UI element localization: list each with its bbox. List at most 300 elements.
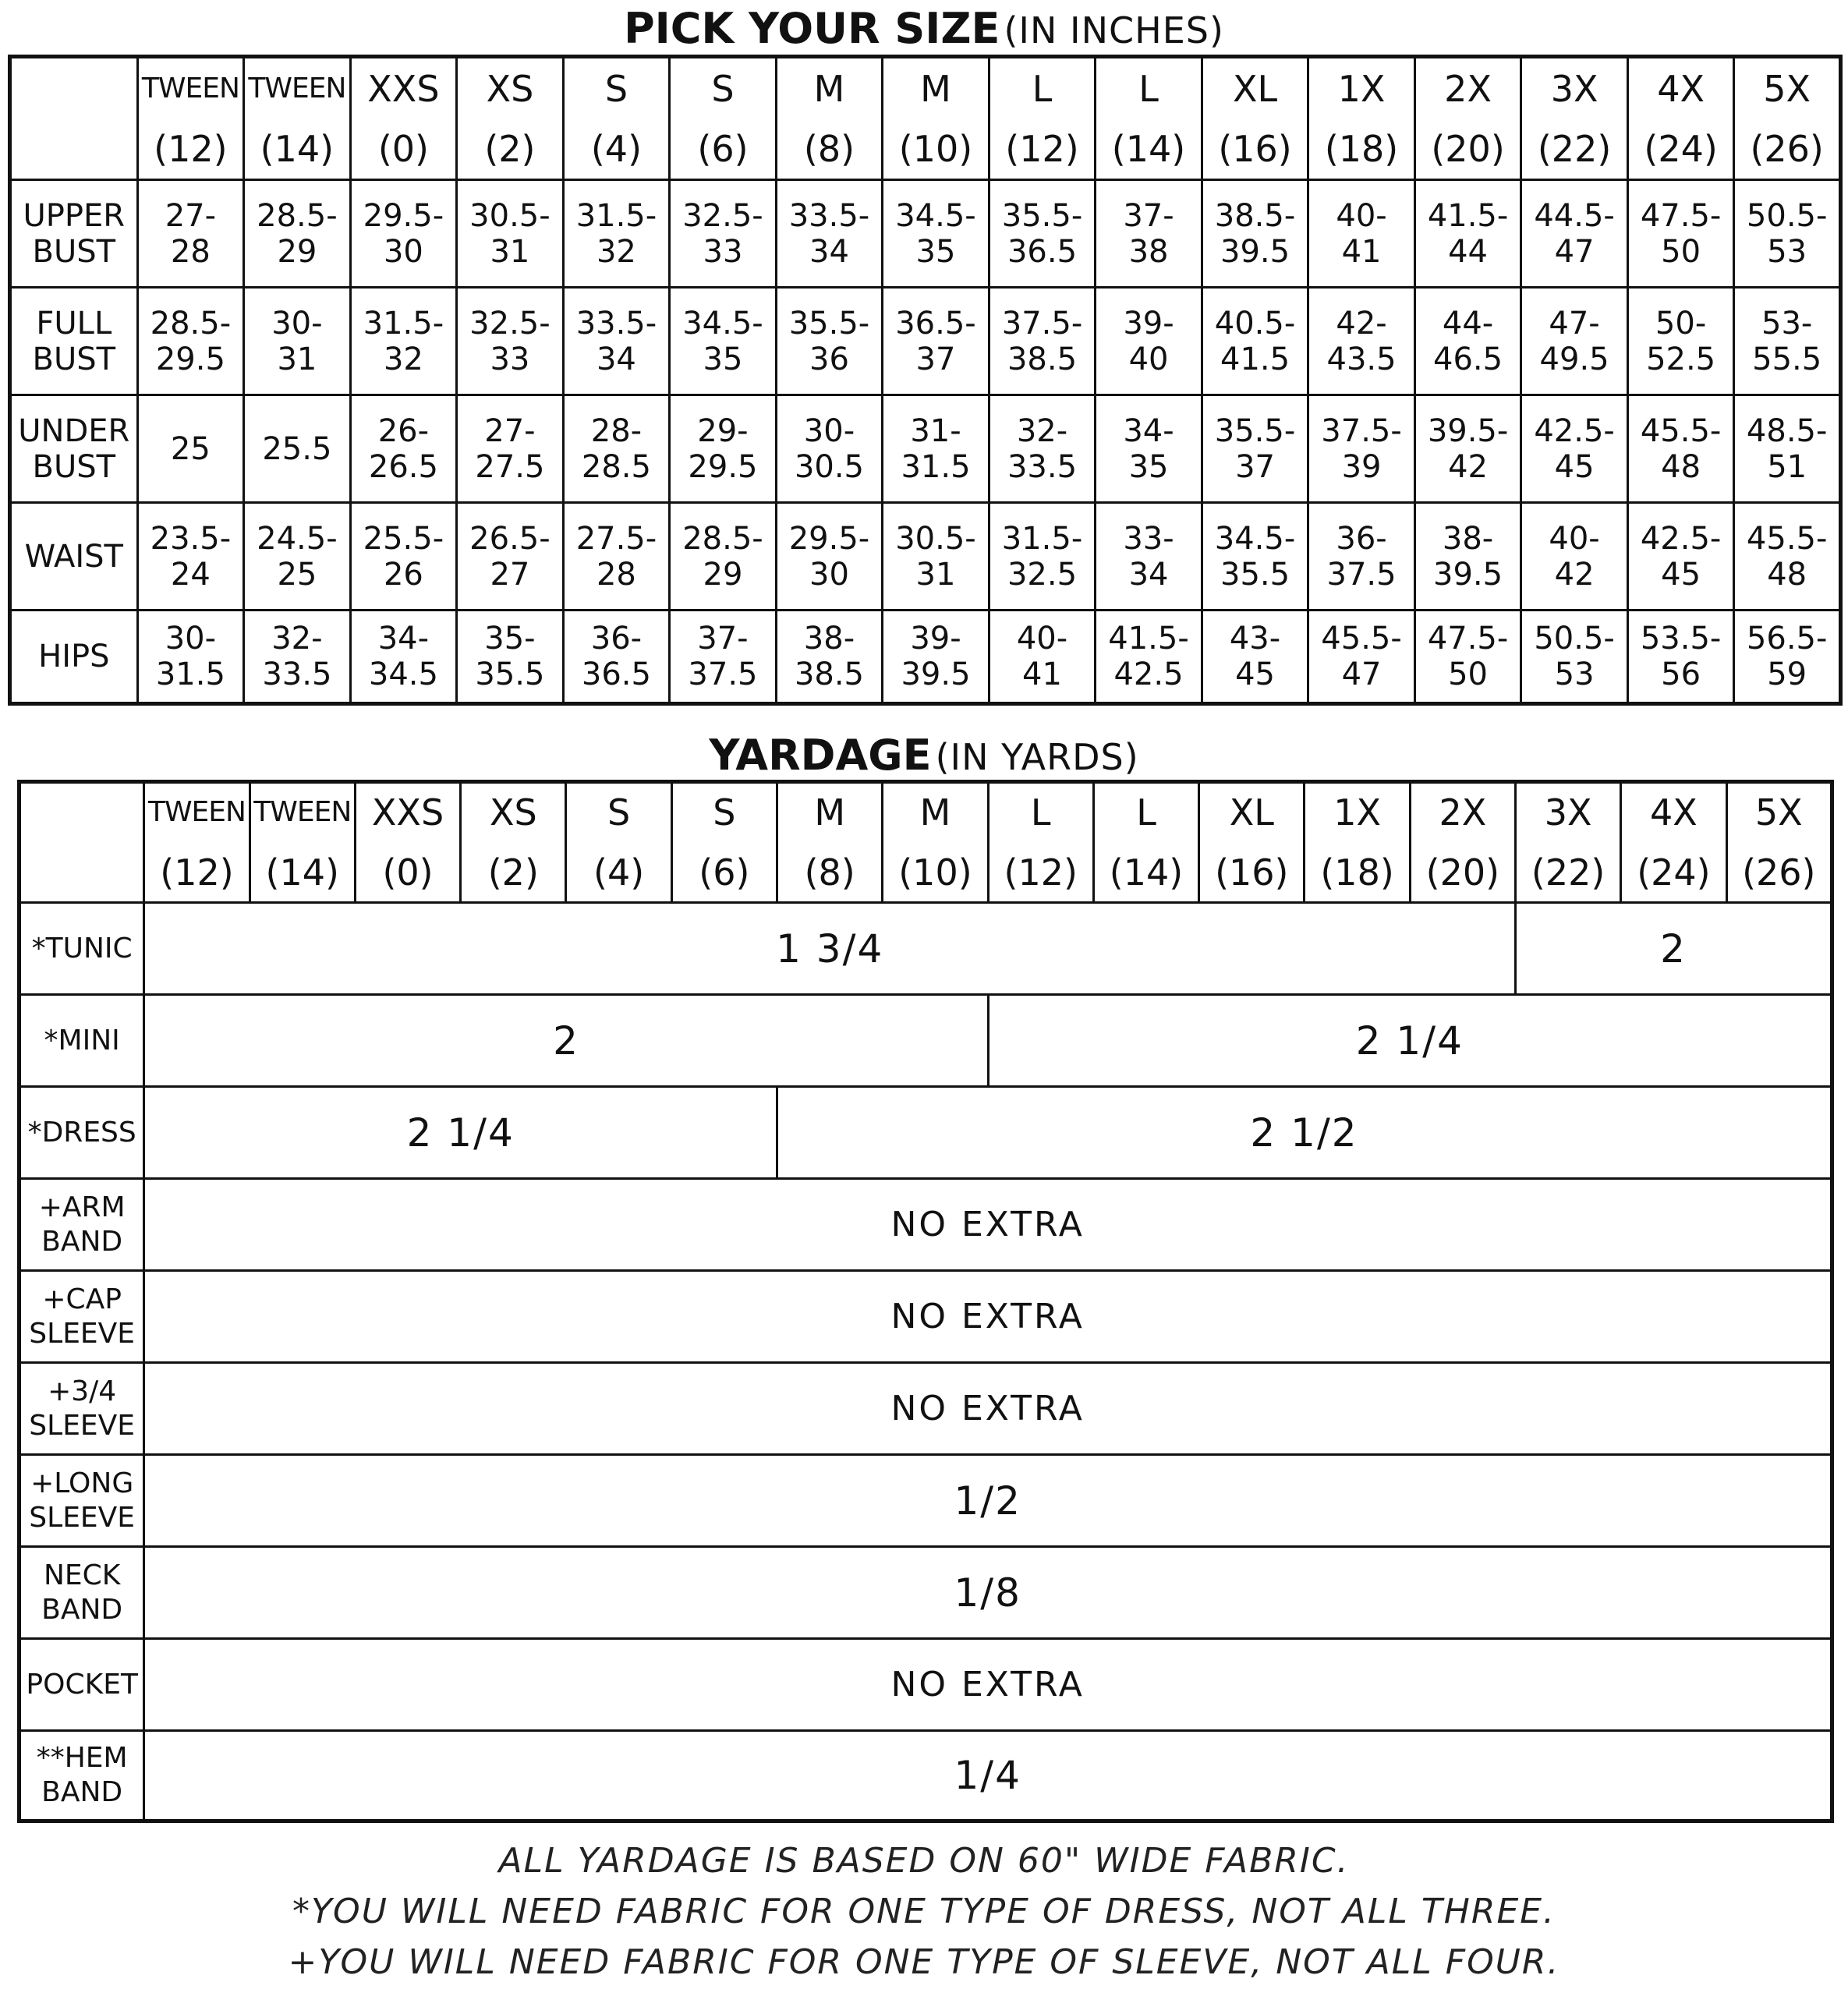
- measurement-value: [1202, 288, 1308, 395]
- size-number: (12): [1005, 127, 1079, 170]
- measurement-value: [563, 611, 670, 704]
- measurement-value-line: 32.5: [1007, 556, 1078, 593]
- yardage-item-label: [19, 903, 144, 995]
- size-number: (8): [804, 851, 855, 894]
- measurement-value-line: 56.5-: [1746, 621, 1828, 657]
- measurement-value-line: 27.5: [475, 448, 545, 485]
- measurement-row: [10, 180, 1841, 288]
- corner-cell: [19, 782, 144, 903]
- measurement-value-line: 33-: [1123, 520, 1174, 557]
- measurement-value: [989, 288, 1096, 395]
- size-column-header: [1521, 57, 1628, 180]
- measurement-value: [137, 611, 244, 704]
- measurement-value-line: 35: [1128, 448, 1169, 485]
- measurement-value-line: 36.5-: [895, 305, 976, 342]
- measurement-value-line: 37.5-: [1001, 305, 1083, 342]
- yardage-amount: NO EXTRA: [144, 1639, 1832, 1731]
- measurement-value: [244, 288, 351, 395]
- measurement-value-line: 28-: [590, 412, 643, 449]
- measurement-value-line: 44-: [1442, 305, 1494, 342]
- size-name: XS: [489, 791, 537, 834]
- measurement-label-line: HIPS: [38, 639, 110, 674]
- size-name: XS: [486, 67, 534, 110]
- measurement-value-line: 35.5: [475, 657, 545, 692]
- yardage-row: [19, 1639, 1832, 1731]
- size-number: (10): [898, 127, 973, 170]
- size-number: (4): [590, 127, 643, 170]
- size-column-header: [1199, 782, 1305, 903]
- measurement-value-line: 31: [915, 556, 956, 593]
- measurement-value: [883, 611, 989, 704]
- size-number: (14): [1111, 127, 1186, 170]
- measurement-value-line: 30: [809, 556, 849, 593]
- measurement-value-line: 38-: [803, 621, 855, 657]
- measurement-value-line: 35.5-: [788, 305, 870, 342]
- size-number: (18): [1324, 127, 1399, 170]
- size-number: (12): [154, 127, 228, 170]
- measurement-value-line: 50: [1448, 657, 1489, 692]
- yardage-row: [19, 1087, 1832, 1179]
- size-name: L: [1136, 791, 1156, 834]
- measurement-value: [989, 180, 1096, 288]
- size-column-header: [670, 57, 777, 180]
- size-name: XXS: [367, 67, 440, 110]
- measurement-label-line: BUST: [32, 341, 116, 377]
- measurement-value: [989, 503, 1096, 611]
- measurement-value: [350, 288, 457, 395]
- measurement-value-line: 47: [1554, 233, 1595, 270]
- measurement-value-line: 37: [1235, 448, 1275, 485]
- measurement-label-line: UPPER: [23, 197, 126, 234]
- measurement-value-line: 28: [596, 556, 636, 593]
- measurement-value-line: 41.5: [1220, 341, 1290, 377]
- measurement-value: [1627, 180, 1734, 288]
- size-column-header: [350, 57, 457, 180]
- measurement-value-line: 34: [1128, 556, 1169, 593]
- measurement-value: [563, 395, 670, 503]
- measurement-value-line: 34-: [1123, 412, 1174, 449]
- measurement-value: [457, 288, 564, 395]
- size-column-header: [1093, 782, 1198, 903]
- measurement-value-line: 32: [596, 233, 636, 270]
- measurement-value: [244, 395, 351, 503]
- measurement-value-line: 35-: [484, 621, 536, 657]
- yardage-label-line: BAND: [41, 1593, 123, 1626]
- size-number: (0): [377, 127, 429, 170]
- measurement-value-line: 55.5: [1752, 341, 1822, 377]
- measurement-value-line: 48: [1661, 448, 1701, 485]
- measurement-value-line: 34: [809, 233, 849, 270]
- measurement-value-line: 26.5: [368, 448, 438, 485]
- measurement-label-line: BUST: [32, 233, 116, 270]
- yardage-amount: 1/2: [144, 1455, 1832, 1547]
- size-name: M: [814, 791, 846, 834]
- measurement-value-line: 29.5-: [363, 197, 444, 234]
- measurement-label: [10, 395, 138, 503]
- measurement-label-line: WAIST: [24, 538, 123, 575]
- measurement-value-line: 30-: [165, 621, 217, 657]
- measurement-value-line: 29.5: [688, 448, 758, 485]
- size-number: (24): [1637, 851, 1711, 894]
- measurement-value-line: 30.5: [794, 448, 864, 485]
- measurement-value-line: 36: [809, 341, 849, 377]
- size-number: (18): [1320, 851, 1394, 894]
- measurement-value-line: 41.5-: [1108, 621, 1189, 657]
- size-name: 3X: [1550, 67, 1598, 110]
- footnote-fabric-width: ALL YARDAGE IS BASED ON 60" WIDE FABRIC.: [498, 1841, 1350, 1881]
- measurement-value: [137, 503, 244, 611]
- measurement-value: [1414, 180, 1521, 288]
- measurement-value-line: 31.5-: [1001, 520, 1083, 557]
- measurement-value: [457, 503, 564, 611]
- measurement-value-line: 46.5: [1433, 341, 1503, 377]
- measurement-value-line: 30.5-: [469, 197, 551, 234]
- measurement-value: [1414, 395, 1521, 503]
- measurement-value: [776, 611, 883, 704]
- measurement-value-line: 56: [1661, 657, 1701, 692]
- size-column-header: [1305, 782, 1410, 903]
- measurement-value-line: 24.5-: [257, 520, 338, 557]
- yardage-amount: NO EXTRA: [144, 1179, 1832, 1271]
- measurement-value-line: 39-: [910, 621, 961, 657]
- measurement-value-line: 50-: [1655, 305, 1707, 342]
- measurement-value: [776, 395, 883, 503]
- measurement-value-line: 41.5-: [1427, 197, 1509, 234]
- yardage-row: [19, 903, 1832, 995]
- size-column-header: [1734, 57, 1841, 180]
- size-number: (26): [1750, 127, 1824, 170]
- yardage-label-line: +ARM: [38, 1191, 126, 1223]
- measurement-row: [10, 288, 1841, 395]
- size-number: (6): [697, 127, 749, 170]
- yardage-label-line: NECK: [43, 1559, 121, 1591]
- yardage-amount: 1 3/4: [144, 903, 1516, 995]
- measurement-value-line: 35.5-: [1214, 412, 1296, 449]
- size-column-header: [1308, 57, 1415, 180]
- measurement-value: [563, 503, 670, 611]
- measurement-value-line: 36-: [590, 621, 643, 657]
- size-number: (8): [803, 127, 855, 170]
- yardage-label-line: **HEM: [36, 1742, 128, 1774]
- measurement-value: [670, 395, 777, 503]
- measurement-value: [1202, 503, 1308, 611]
- measurement-value-line: 44.5-: [1534, 197, 1615, 234]
- measurement-value: [1734, 503, 1841, 611]
- measurement-value-line: 31: [277, 341, 317, 377]
- measurement-value: [1734, 395, 1841, 503]
- size-column-header: [244, 57, 351, 180]
- yardage-item-label: [19, 1179, 144, 1271]
- measurement-value-line: 40-: [1549, 520, 1600, 557]
- measurement-row: [10, 503, 1841, 611]
- measurement-value-line: 32-: [271, 621, 323, 657]
- measurement-value: [1521, 288, 1628, 395]
- measurement-value-line: 45.5-: [1321, 621, 1402, 657]
- yardage-row: [19, 1363, 1832, 1455]
- size-name: XXS: [371, 791, 444, 834]
- measurement-value-line: 39.5-: [1427, 412, 1509, 449]
- measurement-value-line: 35.5-: [1001, 197, 1083, 234]
- measurement-value-line: 32: [383, 341, 423, 377]
- measurement-value: [350, 395, 457, 503]
- yardage-row: [19, 995, 1832, 1087]
- measurement-value: [457, 395, 564, 503]
- size-number: (22): [1531, 851, 1605, 894]
- measurement-value: [1414, 611, 1521, 704]
- size-column-header: [355, 782, 460, 903]
- size-column-header: [1726, 782, 1832, 903]
- size-name: XL: [1232, 67, 1278, 110]
- measurement-value: [776, 503, 883, 611]
- measurement-value-line: 50.5-: [1746, 197, 1828, 234]
- measurement-value: [244, 503, 351, 611]
- size-number: (20): [1425, 851, 1500, 894]
- measurement-label-line: FULL: [36, 305, 112, 342]
- measurement-value: [1521, 180, 1628, 288]
- measurement-value-line: 32.5-: [682, 197, 763, 234]
- yardage-row: [19, 1271, 1832, 1363]
- measurement-value-line: 25: [277, 556, 317, 593]
- measurement-value-line: 40-: [1016, 621, 1068, 657]
- measurement-value-line: 34.5-: [682, 305, 763, 342]
- measurement-value: [457, 611, 564, 704]
- size-name: S: [713, 791, 736, 834]
- measurement-value-line: 31-: [910, 412, 961, 449]
- measurement-value: [1627, 503, 1734, 611]
- measurement-value: [1308, 288, 1415, 395]
- measurement-value: [1521, 611, 1628, 704]
- measurement-value-line: 42.5: [1113, 657, 1184, 692]
- measurement-value-line: 26-: [377, 412, 430, 449]
- measurement-value: [1308, 611, 1415, 704]
- size-column-header: [777, 782, 883, 903]
- measurement-value-line: 35: [915, 233, 956, 270]
- measurement-value: [1308, 180, 1415, 288]
- yardage-amount: NO EXTRA: [144, 1363, 1832, 1455]
- measurement-value-line: 42: [1554, 556, 1595, 593]
- size-column-header: [989, 57, 1096, 180]
- measurement-value-line: 28.5-: [682, 520, 763, 557]
- measurement-value-line: 36-: [1336, 520, 1387, 557]
- measurement-value-line: 31.5: [901, 448, 971, 485]
- yardage-label-line: SLEEVE: [29, 1409, 136, 1442]
- measurement-value-line: 53: [1767, 233, 1807, 270]
- yardage-label-line: *MINI: [44, 1024, 120, 1057]
- measurement-value-line: 30-: [803, 412, 855, 449]
- measurement-value: [670, 503, 777, 611]
- measurement-value: [776, 180, 883, 288]
- measurement-label: [10, 503, 138, 611]
- measurement-value-line: 37: [915, 341, 956, 377]
- measurement-value-line: 42-: [1336, 305, 1387, 342]
- measurement-value-line: 37-: [1123, 197, 1174, 234]
- yardage-amount: 2 1/4: [988, 995, 1832, 1087]
- measurement-value-line: 28: [170, 233, 211, 270]
- size-name: TWEEN: [141, 72, 239, 104]
- size-number: (12): [1004, 851, 1078, 894]
- yardage-amount: 2: [1516, 903, 1832, 995]
- yardage-row: [19, 1731, 1832, 1821]
- yardage-amount: NO EXTRA: [144, 1271, 1832, 1363]
- measurement-value-line: 31: [490, 233, 530, 270]
- measurement-value-line: 30-: [271, 305, 323, 342]
- measurement-value-line: 37-: [697, 621, 749, 657]
- size-column-header: [883, 57, 989, 180]
- measurement-value-line: 40: [1128, 341, 1169, 377]
- measurement-value-line: 30: [383, 233, 423, 270]
- measurement-value-line: 39.5: [1220, 233, 1290, 270]
- size-name: S: [604, 67, 628, 110]
- measurement-value: [776, 288, 883, 395]
- measurement-value: [137, 180, 244, 288]
- measurement-value: [1627, 395, 1734, 503]
- measurement-value-line: 47.5-: [1427, 621, 1509, 657]
- size-name: L: [1138, 67, 1159, 110]
- measurement-value: [137, 288, 244, 395]
- measurement-value-line: 29: [703, 556, 743, 593]
- measurement-value-line: 40-: [1336, 197, 1387, 234]
- measurement-value-line: 53-: [1761, 305, 1813, 342]
- measurement-value-line: 31.5-: [363, 305, 444, 342]
- measurement-value-line: 45: [1235, 657, 1275, 692]
- measurement-value-line: 47.5-: [1640, 197, 1722, 234]
- yardage-item-label: [19, 995, 144, 1087]
- measurement-value-line: 33.5-: [788, 197, 870, 234]
- measurement-value-line: 39.5: [901, 657, 971, 692]
- size-column-header: [144, 782, 250, 903]
- measurement-value: [350, 180, 457, 288]
- measurement-value-line: 50.5-: [1534, 621, 1615, 657]
- yardage-label-line: SLEEVE: [29, 1317, 136, 1350]
- size-number: (2): [487, 851, 539, 894]
- measurement-value-line: 59: [1767, 657, 1807, 692]
- yardage-label-line: BAND: [41, 1776, 123, 1808]
- measurement-value: [883, 503, 989, 611]
- measurement-value-line: 28.5-: [150, 305, 232, 342]
- yardage-item-label: [19, 1455, 144, 1547]
- size-number: (0): [382, 851, 434, 894]
- measurement-value-line: 47-: [1549, 305, 1600, 342]
- measurement-value: [1734, 611, 1841, 704]
- size-name: L: [1030, 791, 1051, 834]
- measurement-value: [137, 395, 244, 503]
- size-column-header: [883, 782, 988, 903]
- measurement-value-line: 45: [1661, 556, 1701, 593]
- measurement-value: [563, 288, 670, 395]
- measurement-value: [989, 611, 1096, 704]
- measurement-value-line: 38.5: [1007, 341, 1078, 377]
- measurement-value-line: 42.5-: [1534, 412, 1615, 449]
- size-header-row: [10, 57, 1841, 180]
- measurement-row: [10, 395, 1841, 503]
- measurement-value-line: 28.5-: [257, 197, 338, 234]
- size-number: (6): [699, 851, 750, 894]
- measurement-value-line: 45.5-: [1640, 412, 1722, 449]
- size-number: (14): [260, 127, 335, 170]
- measurement-value-line: 27-: [484, 412, 536, 449]
- measurement-value-line: 33: [490, 341, 530, 377]
- yardage-label-line: *DRESS: [27, 1116, 136, 1149]
- measurement-value: [670, 180, 777, 288]
- size-name: 2X: [1439, 791, 1487, 834]
- measurement-value: [883, 288, 989, 395]
- yardage-chart-subtitle: (IN YARDS): [935, 736, 1139, 778]
- measurement-value-line: 39: [1341, 448, 1382, 485]
- measurement-value-line: 43.5: [1326, 341, 1397, 377]
- measurement-value-line: 36.5: [581, 657, 651, 692]
- measurement-value-line: 44: [1448, 233, 1489, 270]
- yardage-row: [19, 1547, 1832, 1639]
- size-name: 3X: [1544, 791, 1592, 834]
- measurement-value-line: 30.5-: [895, 520, 976, 557]
- size-header-row: [19, 782, 1832, 903]
- yardage-chart-title-text: YARDAGE: [709, 731, 932, 780]
- measurement-value-line: 38.5-: [1214, 197, 1296, 234]
- size-column-header: [1627, 57, 1734, 180]
- measurement-value: [670, 611, 777, 704]
- measurement-value: [1096, 611, 1202, 704]
- measurement-value-line: 47: [1341, 657, 1382, 692]
- yardage-item-label: [19, 1271, 144, 1363]
- size-column-header: [250, 782, 355, 903]
- measurement-value-line: 35.5: [1220, 556, 1290, 593]
- size-name: M: [919, 791, 951, 834]
- size-name: 4X: [1657, 67, 1705, 110]
- yardage-amount: 2: [144, 995, 988, 1087]
- measurement-value-line: 26.5-: [469, 520, 551, 557]
- measurement-value: [1096, 503, 1202, 611]
- size-chart-title: [0, 4, 1848, 53]
- yardage-chart-table: [17, 780, 1834, 1823]
- size-chart-subtitle: (IN INCHES): [1004, 9, 1224, 51]
- measurement-value-line: 25.5-: [363, 520, 444, 557]
- size-name: 2X: [1444, 67, 1492, 110]
- measurement-value-line: 41: [1022, 657, 1062, 692]
- size-number: (12): [160, 851, 234, 894]
- size-column-header: [457, 57, 564, 180]
- measurement-value-line: 31.5-: [575, 197, 657, 234]
- size-column-header: [1202, 57, 1308, 180]
- measurement-value: [350, 503, 457, 611]
- size-name: 1X: [1333, 791, 1381, 834]
- size-number: (4): [593, 851, 645, 894]
- measurement-value-line: 45: [1554, 448, 1595, 485]
- measurement-value: [1202, 180, 1308, 288]
- yardage-item-label: [19, 1547, 144, 1639]
- footnote-dress: *YOU WILL NEED FABRIC FOR ONE TYPE OF DRESS, NOT ALL THREE.: [292, 1892, 1556, 1931]
- size-name: XL: [1229, 791, 1274, 834]
- measurement-value: [1096, 288, 1202, 395]
- measurement-value: [989, 395, 1096, 503]
- size-name: L: [1032, 67, 1053, 110]
- measurement-value-line: 42.5-: [1640, 520, 1722, 557]
- measurement-value-line: 37.5-: [1321, 412, 1402, 449]
- corner-cell: [10, 57, 138, 180]
- measurement-value-line: 37.5: [1326, 556, 1397, 593]
- measurement-value-line: 35: [703, 341, 743, 377]
- measurement-value: [1627, 288, 1734, 395]
- measurement-value-line: 25.5: [262, 430, 332, 467]
- size-name: M: [813, 67, 845, 110]
- size-chart-title-text: PICK YOUR SIZE: [624, 4, 1000, 53]
- measurement-value-line: 33.5: [1007, 448, 1078, 485]
- measurement-value: [1521, 503, 1628, 611]
- size-column-header: [988, 782, 1093, 903]
- yardage-label-line: POCKET: [26, 1668, 138, 1701]
- measurement-value-line: 34.5-: [1214, 520, 1296, 557]
- yardage-amount: 1/8: [144, 1547, 1832, 1639]
- yardage-row: [19, 1179, 1832, 1271]
